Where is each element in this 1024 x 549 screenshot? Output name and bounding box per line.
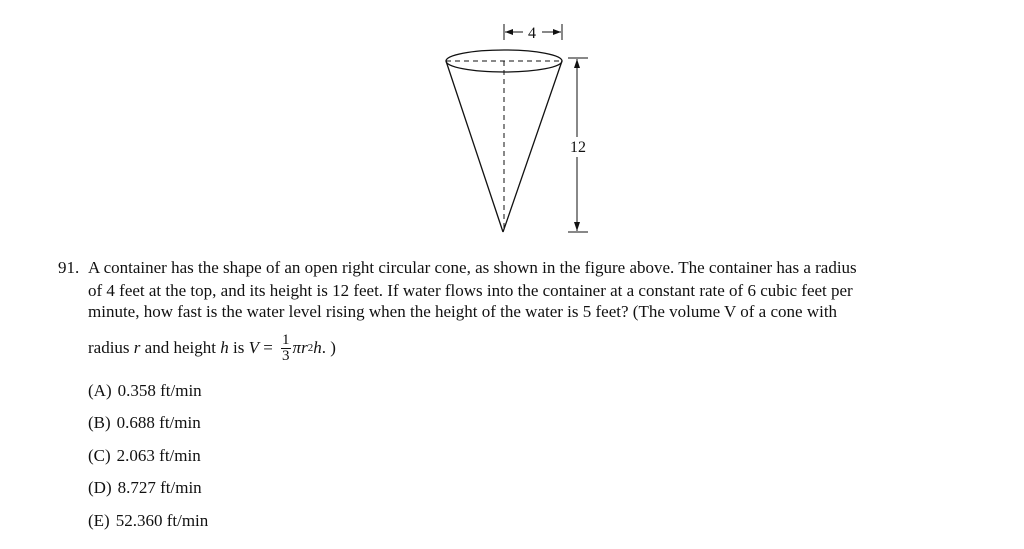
radius-label: 4 — [528, 25, 536, 42]
choice-letter: (D) — [88, 478, 112, 497]
answer-choice-b — [88, 413, 201, 433]
formula-and-height: and height — [140, 338, 221, 357]
formula-var-r: r — [133, 338, 141, 357]
formula-prefix: radius — [88, 338, 130, 357]
cone-right-edge — [503, 61, 562, 232]
question-line-2: of 4 feet at the top, and its height is 12 feet. If water flows into the container at a constant rate of 6 cubic feet per — [88, 281, 853, 300]
formula-r: r — [301, 338, 308, 357]
fraction-denominator: 3 — [282, 347, 290, 364]
question-line-1: A container has the shape of an open right circular cone, as shown in the figure above. The container has a radius — [88, 258, 857, 277]
choice-letter: (A) — [88, 381, 112, 400]
formula-h: h — [313, 338, 322, 357]
choice-letter: (E) — [88, 511, 110, 530]
choice-text: 8.727 ft/min — [117, 478, 202, 497]
choice-letter: (B) — [88, 413, 111, 432]
answer-choice-a — [88, 381, 202, 401]
radius-arrowhead-left — [505, 29, 513, 35]
formula-exponent: 2 — [307, 342, 314, 354]
formula-V: V — [248, 338, 259, 357]
radius-arrowhead-right — [553, 29, 561, 35]
choice-text: 52.360 ft/min — [115, 511, 209, 530]
choice-text: 0.688 ft/min — [116, 413, 201, 432]
height-label: 12 — [570, 139, 586, 156]
formula-is: is — [228, 338, 249, 357]
formula-equals: = — [258, 338, 278, 357]
volume-formula-line — [88, 328, 336, 368]
question-number: 91. — [58, 258, 80, 277]
formula-fraction — [281, 333, 291, 364]
question-line-3: minute, how fast is the water level rising when the height of the water is 5 feet? (The volume V of a cone with — [88, 302, 838, 321]
height-arrowhead-top — [574, 59, 580, 68]
answer-choice-e — [88, 511, 208, 531]
height-arrowhead-bottom — [574, 222, 580, 231]
answer-choice-d — [88, 478, 202, 498]
formula-var-h: h — [220, 338, 229, 357]
formula-pi: π — [292, 338, 302, 357]
cone-figure — [0, 0, 1024, 245]
fraction-numerator: 1 — [282, 331, 290, 348]
formula-suffix: . ) — [321, 338, 336, 357]
choice-text: 2.063 ft/min — [116, 446, 201, 465]
choice-text: 0.358 ft/min — [117, 381, 202, 400]
answer-choice-c — [88, 446, 201, 466]
cone-left-edge — [446, 61, 503, 232]
choice-letter: (C) — [88, 446, 111, 465]
